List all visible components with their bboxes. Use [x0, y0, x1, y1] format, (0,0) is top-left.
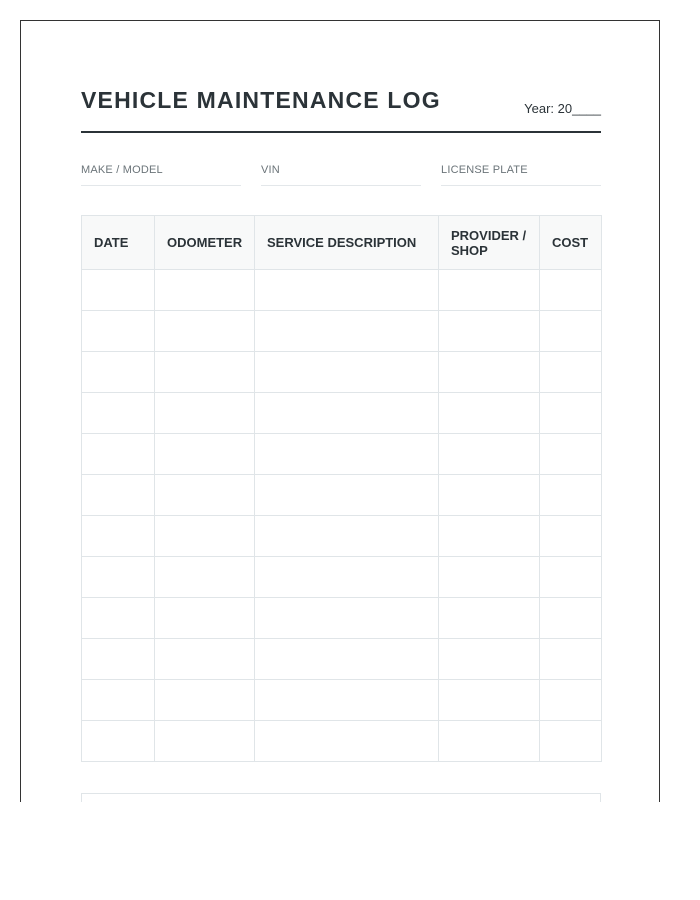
- cell-date[interactable]: [82, 270, 155, 311]
- column-header-provider-shop: PROVIDER / SHOP: [439, 216, 540, 270]
- table-header-row: [82, 216, 602, 270]
- notes-box[interactable]: [81, 793, 601, 802]
- table-row: [82, 311, 602, 352]
- cell-provider-shop[interactable]: [439, 516, 540, 557]
- cell-provider-shop[interactable]: [439, 475, 540, 516]
- cell-date[interactable]: [82, 352, 155, 393]
- table-row: [82, 721, 602, 762]
- table-row: [82, 598, 602, 639]
- document-header: [81, 85, 601, 133]
- cell-odometer[interactable]: [155, 352, 255, 393]
- cell-date[interactable]: [82, 557, 155, 598]
- cell-cost[interactable]: [540, 311, 602, 352]
- cell-date[interactable]: [82, 311, 155, 352]
- cell-service-description[interactable]: [255, 475, 439, 516]
- cell-date[interactable]: [82, 680, 155, 721]
- cell-cost[interactable]: [540, 352, 602, 393]
- table-row: [82, 434, 602, 475]
- cell-provider-shop[interactable]: [439, 393, 540, 434]
- cell-date[interactable]: [82, 393, 155, 434]
- cell-cost[interactable]: [540, 639, 602, 680]
- cell-cost[interactable]: [540, 721, 602, 762]
- cell-date[interactable]: [82, 639, 155, 680]
- cell-cost[interactable]: [540, 680, 602, 721]
- vin-field[interactable]: [261, 161, 421, 186]
- cell-provider-shop[interactable]: [439, 352, 540, 393]
- make-model-field[interactable]: [81, 161, 241, 186]
- cell-provider-shop[interactable]: [439, 721, 540, 762]
- cell-service-description[interactable]: [255, 270, 439, 311]
- cell-provider-shop[interactable]: [439, 639, 540, 680]
- cell-service-description[interactable]: [255, 393, 439, 434]
- license-plate-field[interactable]: [441, 161, 601, 186]
- cell-service-description[interactable]: [255, 639, 439, 680]
- cell-odometer[interactable]: [155, 393, 255, 434]
- cell-provider-shop[interactable]: [439, 311, 540, 352]
- cell-cost[interactable]: [540, 516, 602, 557]
- table-body: [82, 270, 602, 762]
- cell-odometer[interactable]: [155, 434, 255, 475]
- table-row: [82, 270, 602, 311]
- vehicle-info-fields: [81, 161, 601, 187]
- cell-service-description[interactable]: [255, 557, 439, 598]
- cell-service-description[interactable]: [255, 721, 439, 762]
- cell-odometer[interactable]: [155, 598, 255, 639]
- table-row: [82, 680, 602, 721]
- table-row: [82, 475, 602, 516]
- column-header-service-description: SERVICE DESCRIPTION: [255, 216, 439, 270]
- table-row: [82, 557, 602, 598]
- table-row: [82, 516, 602, 557]
- cell-provider-shop[interactable]: [439, 270, 540, 311]
- column-header-date: DATE: [82, 216, 155, 270]
- cell-date[interactable]: [82, 434, 155, 475]
- cell-odometer[interactable]: [155, 516, 255, 557]
- cell-provider-shop[interactable]: [439, 434, 540, 475]
- cell-provider-shop[interactable]: [439, 680, 540, 721]
- make-model-label: MAKE / MODEL: [81, 164, 163, 176]
- cell-odometer[interactable]: [155, 721, 255, 762]
- cell-odometer[interactable]: [155, 311, 255, 352]
- cell-odometer[interactable]: [155, 680, 255, 721]
- cell-date[interactable]: [82, 516, 155, 557]
- cell-cost[interactable]: [540, 434, 602, 475]
- cell-service-description[interactable]: [255, 680, 439, 721]
- cell-provider-shop[interactable]: [439, 557, 540, 598]
- table-row: [82, 352, 602, 393]
- cell-service-description[interactable]: [255, 516, 439, 557]
- cell-service-description[interactable]: [255, 598, 439, 639]
- column-header-cost: COST: [540, 216, 602, 270]
- cell-cost[interactable]: [540, 598, 602, 639]
- cell-date[interactable]: [82, 475, 155, 516]
- table-row: [82, 639, 602, 680]
- column-header-odometer: ODOMETER: [155, 216, 255, 270]
- cell-provider-shop[interactable]: [439, 598, 540, 639]
- cell-odometer[interactable]: [155, 270, 255, 311]
- year-field[interactable]: Year: 20____: [524, 101, 601, 116]
- vin-label: VIN: [261, 164, 280, 176]
- cell-date[interactable]: [82, 721, 155, 762]
- cell-service-description[interactable]: [255, 352, 439, 393]
- cell-odometer[interactable]: [155, 639, 255, 680]
- license-plate-label: LICENSE PLATE: [441, 164, 528, 176]
- cell-cost[interactable]: [540, 270, 602, 311]
- cell-cost[interactable]: [540, 393, 602, 434]
- cell-service-description[interactable]: [255, 311, 439, 352]
- cell-cost[interactable]: [540, 557, 602, 598]
- cell-cost[interactable]: [540, 475, 602, 516]
- cell-odometer[interactable]: [155, 557, 255, 598]
- cell-odometer[interactable]: [155, 475, 255, 516]
- maintenance-table: [81, 215, 602, 762]
- cell-date[interactable]: [82, 598, 155, 639]
- document-title: VEHICLE MAINTENANCE LOG: [81, 87, 441, 113]
- table-row: [82, 393, 602, 434]
- log-sheet: [20, 20, 660, 802]
- cell-service-description[interactable]: [255, 434, 439, 475]
